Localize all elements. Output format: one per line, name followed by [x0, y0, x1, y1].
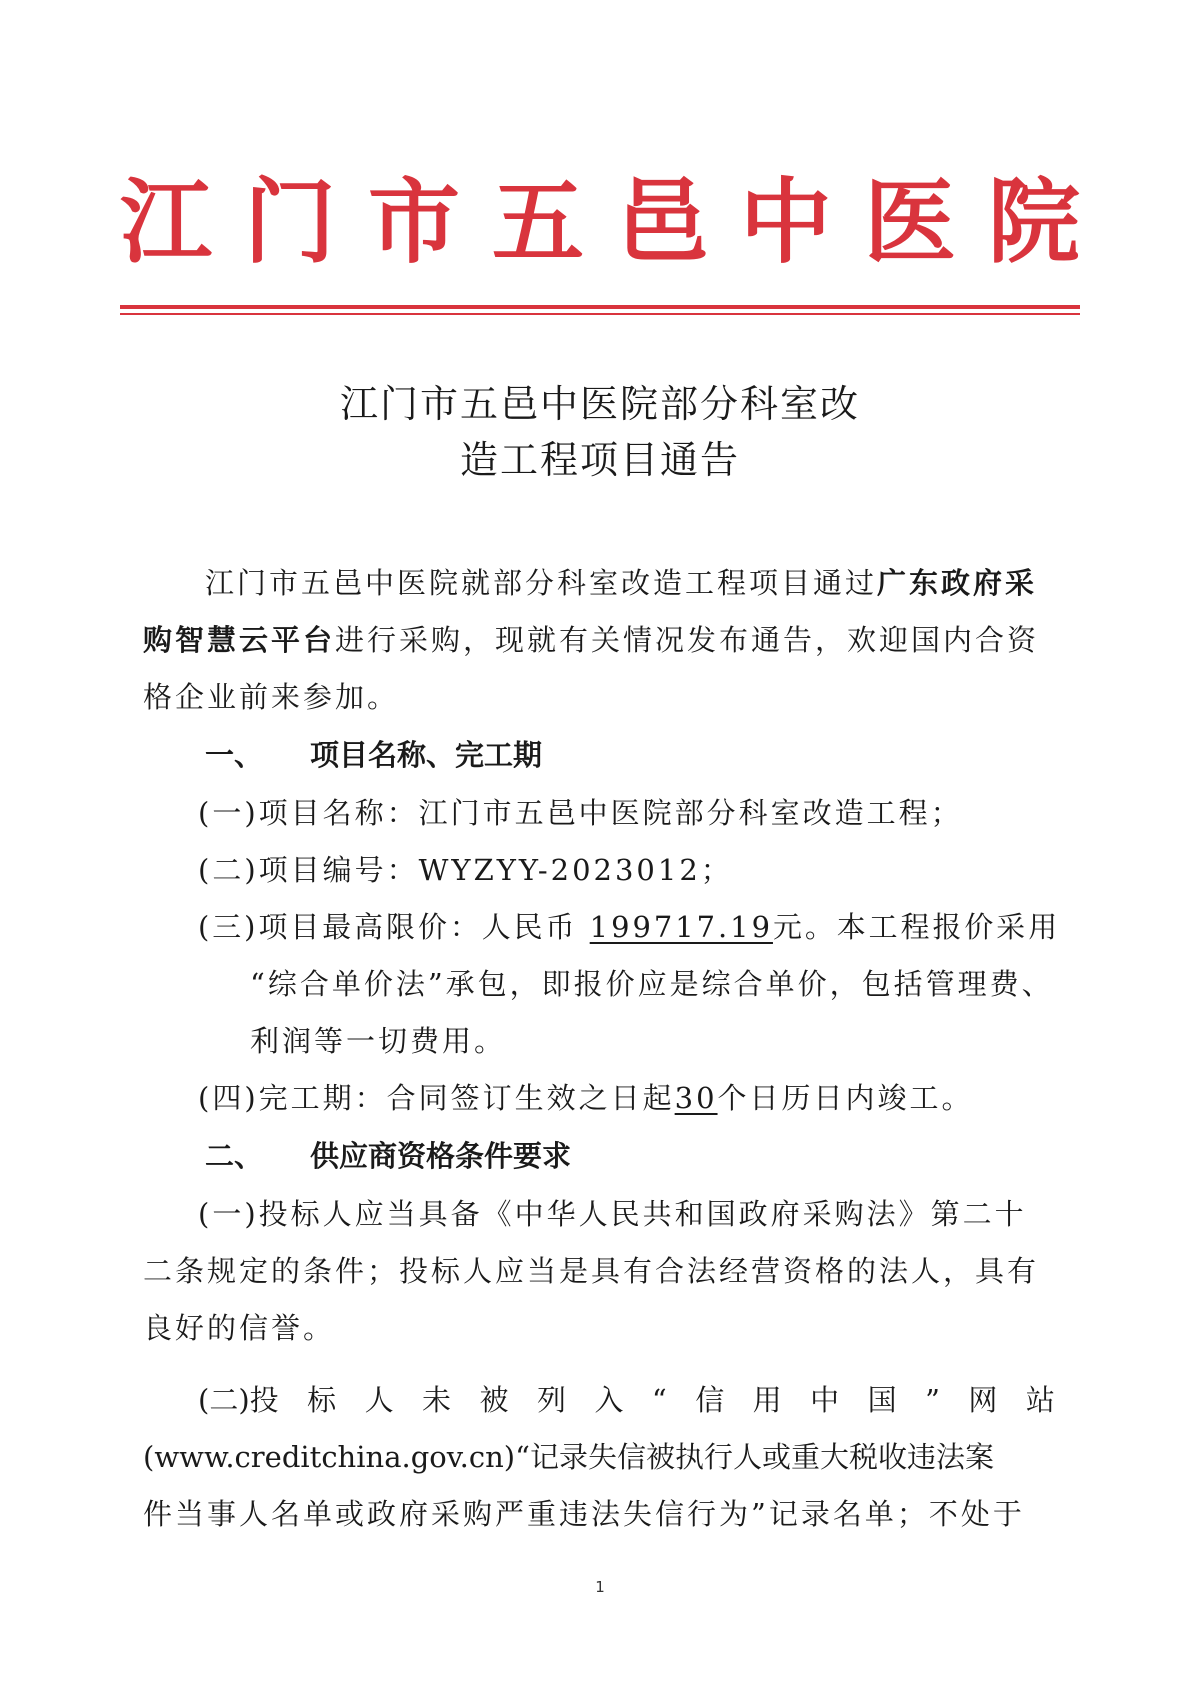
section2-item2-line3: 件当事人名单或政府采购严重违法失信行为”记录名单；不处于: [143, 1497, 1025, 1531]
letterhead-char: 医: [863, 169, 956, 276]
item2-token: 中: [810, 1383, 840, 1417]
section2-item2-line1: [198, 1380, 1055, 1420]
section1-item2: (二)项目编号：WYZYY-2023012；: [198, 853, 733, 887]
item2-token: ”: [925, 1383, 940, 1417]
item2-token: 列: [536, 1383, 566, 1417]
completion-days: 30: [674, 1081, 718, 1115]
item3-prefix: (三)项目最高限价：人民币: [198, 910, 578, 944]
item2-token: 未: [422, 1383, 452, 1417]
section1-number: 一、: [205, 738, 264, 772]
letterhead-rule-thin: [120, 313, 1080, 315]
notice-title-line1: 江门市五邑中医院部分科室改: [339, 382, 860, 426]
letterhead-title: [120, 168, 1080, 278]
item2-token: 用: [752, 1383, 782, 1417]
section1-item3-line2: “综合单价法”承包，即报价应是综合单价，包括管理费、: [250, 967, 1054, 1001]
section2-number: 二、: [205, 1139, 264, 1173]
item3-suffix: 元。本工程报价采用: [772, 910, 1061, 944]
section2-item1-line2: 二条规定的条件；投标人应当是具有合法经营资格的法人，具有: [143, 1254, 1040, 1288]
item2-token: 信: [695, 1383, 725, 1417]
item2-token: 站: [1025, 1383, 1055, 1417]
section1-item4: [198, 1078, 974, 1118]
section1-heading: 项目名称、完工期: [310, 738, 543, 772]
section2-item2-line2: (www.creditchina.gov.cn)“记录失信被执行人或重大税收违法案: [143, 1440, 994, 1474]
intro-line2: [143, 620, 1039, 660]
letterhead-char: 门: [243, 169, 336, 276]
item2-token: 标: [307, 1383, 337, 1417]
intro-line1: [205, 563, 1037, 603]
item2-token: 网: [968, 1383, 998, 1417]
notice-title-line2: 造工程项目通告: [459, 438, 740, 482]
section1-item3-line3: 利润等一切费用。: [250, 1024, 507, 1058]
intro-platform-name-cont: 购智慧云平台: [143, 623, 336, 657]
item4-suffix: 个日历日内竣工。: [717, 1081, 974, 1115]
intro-line2-text: 进行采购，现就有关情况发布通告，欢迎国内合资: [335, 623, 1040, 657]
item2-token: 被: [479, 1383, 509, 1417]
item2-token: (二)投: [198, 1383, 279, 1417]
price-amount: 199717.19: [589, 910, 773, 944]
item2-token: 人: [364, 1383, 394, 1417]
item2-token: 入: [594, 1383, 624, 1417]
letterhead-char: 江: [120, 169, 213, 276]
item4-prefix: (四)完工期：合同签订生效之日起: [198, 1081, 675, 1115]
section2-heading: 供应商资格条件要求: [310, 1139, 572, 1173]
intro-line1-text: 江门市五邑中医院就部分科室改造工程项目通过: [205, 566, 878, 600]
letterhead-char: 五: [491, 169, 584, 276]
letterhead-char: 市: [367, 169, 460, 276]
letterhead-char: 院: [987, 169, 1080, 276]
intro-line3: 格企业前来参加。: [143, 680, 400, 714]
intro-platform-name: 广东政府采: [877, 566, 1038, 600]
item2-token: 国: [867, 1383, 897, 1417]
letterhead-rule-thick: [120, 305, 1080, 309]
page-number: 1: [595, 1578, 605, 1596]
section1-item1: (一)项目名称：江门市五邑中医院部分科室改造工程；: [198, 796, 963, 830]
section1-item3: [198, 907, 1060, 947]
letterhead-char: 邑: [615, 169, 708, 276]
section2-item1-line3: 良好的信誉。: [143, 1311, 336, 1345]
item2-token: “: [651, 1383, 667, 1417]
section2-item1-line1: (一)投标人应当具备《中华人民共和国政府采购法》第二十: [198, 1197, 1027, 1231]
letterhead-char: 中: [739, 169, 832, 276]
